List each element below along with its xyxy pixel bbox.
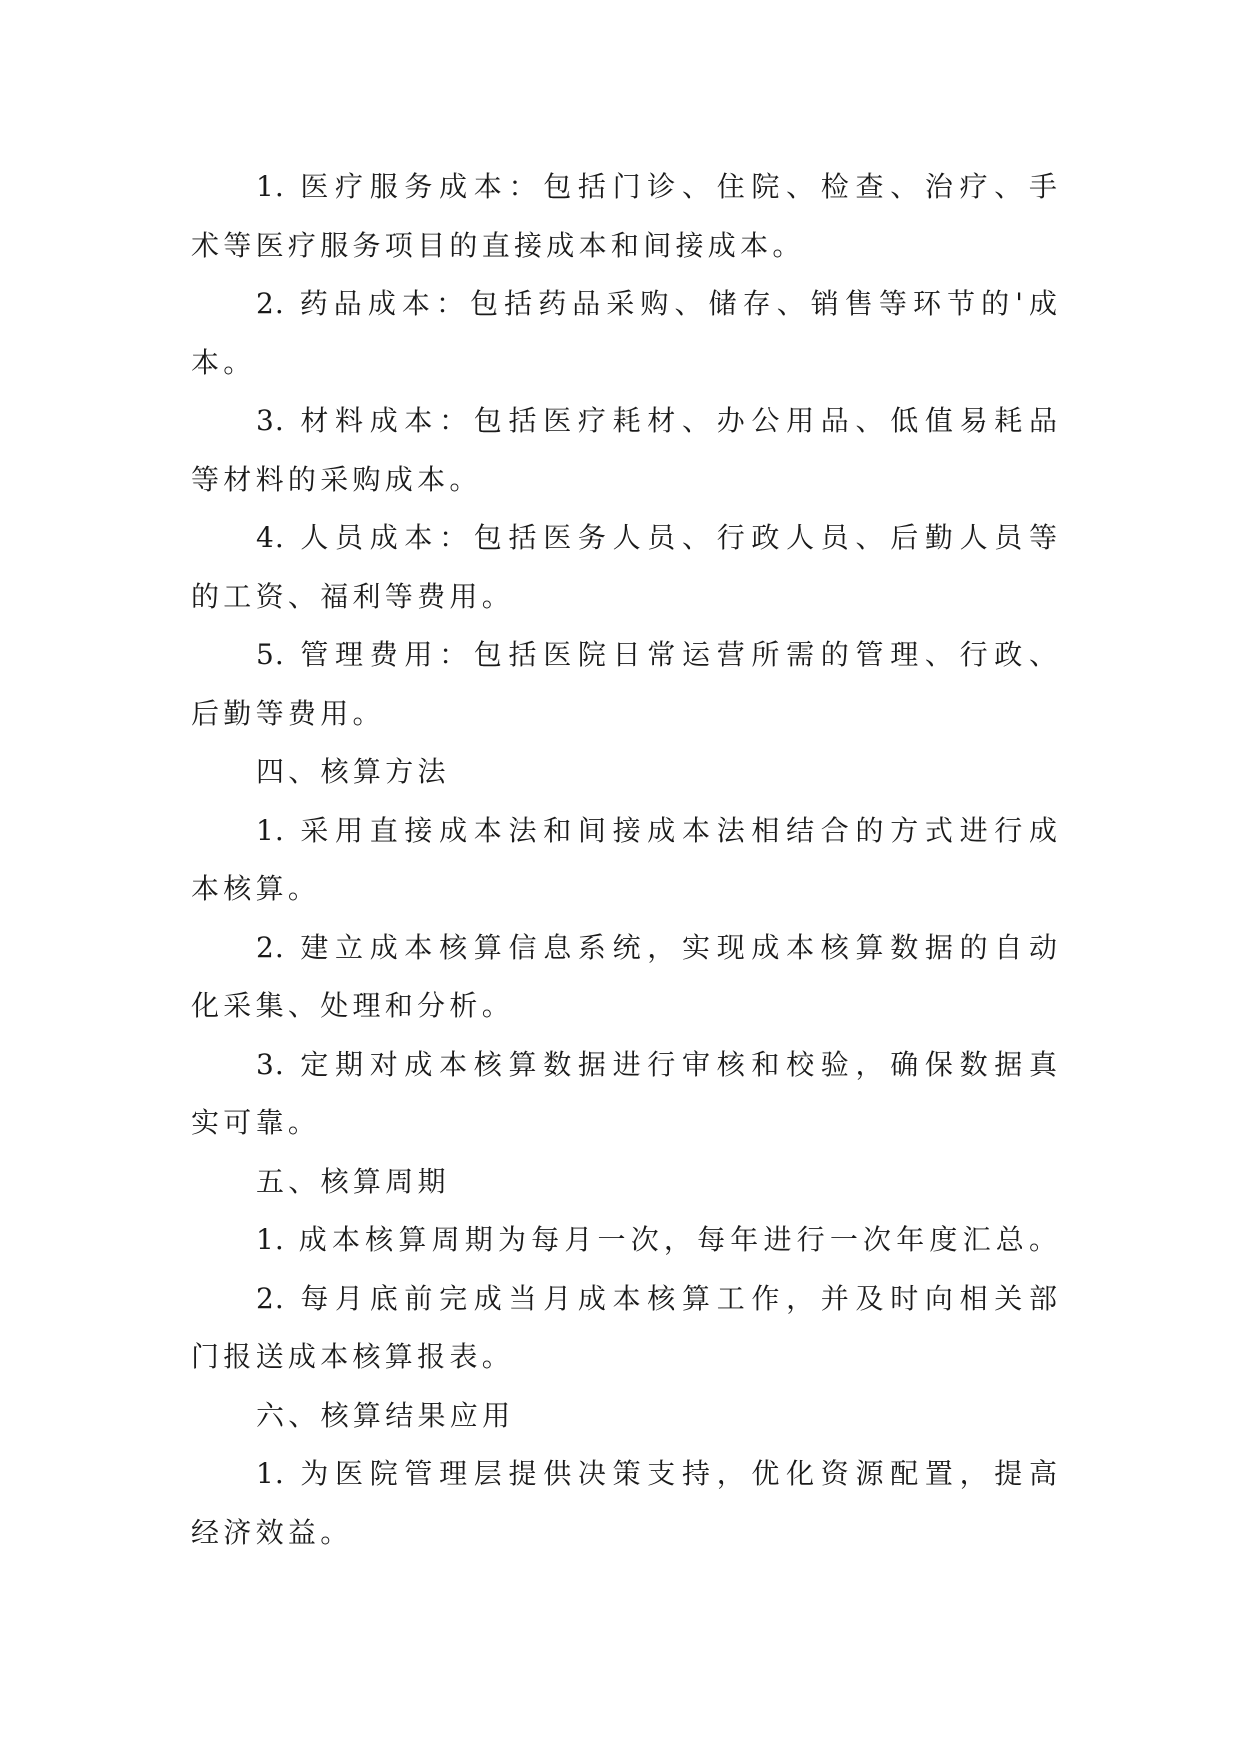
list-item-line: 门报送成本核算报表。 — [191, 1340, 515, 1373]
list-item — [191, 509, 1058, 626]
list-item-line: 的工资、福利等费用。 — [191, 579, 515, 613]
list-item-line: 2. 每月底前完成当月成本核算工作，并及时向相关部 — [256, 1281, 1058, 1315]
list-item — [191, 626, 1058, 743]
list-item — [191, 919, 1058, 1036]
list-item-line: 等材料的采购成本。 — [191, 462, 482, 496]
list-item — [191, 1270, 1058, 1387]
section-heading-text: 五、核算周期 — [256, 1164, 450, 1198]
list-item-line: 5. 管理费用：包括医院日常运营所需的管理、行政、 — [256, 638, 1058, 671]
list-item-line: 术等医疗服务项目的直接成本和间接成本。 — [191, 228, 805, 262]
section-heading — [191, 1153, 1058, 1212]
document-body — [191, 158, 1058, 1562]
list-item — [191, 275, 1058, 392]
list-item-line: 化采集、处理和分析。 — [191, 989, 515, 1022]
section-heading — [191, 1387, 1058, 1446]
list-item-line: 4. 人员成本：包括医务人员、行政人员、后勤人员等 — [256, 521, 1058, 554]
list-item-line: 2. 建立成本核算信息系统，实现成本核算数据的自动 — [256, 930, 1058, 964]
list-item-line: 3. 定期对成本核算数据进行审核和校验，确保数据真 — [256, 1047, 1058, 1081]
list-item-line: 2. 药品成本：包括药品采购、储存、销售等环节的'成 — [256, 287, 1058, 320]
list-item — [191, 1211, 1058, 1270]
list-item-line: 1. 成本核算周期为每月一次，每年进行一次年度汇总。 — [256, 1223, 1058, 1256]
section-heading-text: 六、核算结果应用 — [256, 1398, 515, 1432]
list-item-line: 1. 采用直接成本法和间接成本法相结合的方式进行成 — [256, 813, 1058, 847]
section-heading-text: 四、核算方法 — [256, 755, 450, 788]
list-item-line: 实可靠。 — [191, 1106, 321, 1139]
list-item — [191, 802, 1058, 919]
list-item-line: 后勤等费用。 — [191, 696, 385, 730]
list-item-line: 1. 为医院管理层提供决策支持，优化资源配置，提高 — [256, 1457, 1058, 1490]
list-item-line: 本。 — [191, 345, 256, 379]
section-heading — [191, 743, 1058, 802]
list-item-line: 本核算。 — [191, 872, 321, 905]
list-item — [191, 1036, 1058, 1153]
list-item — [191, 158, 1058, 275]
list-item-line: 1. 医疗服务成本：包括门诊、住院、检查、治疗、手 — [256, 170, 1058, 203]
list-item — [191, 1445, 1058, 1562]
list-item-line: 经济效益。 — [191, 1515, 353, 1549]
list-item-line: 3. 材料成本：包括医疗耗材、办公用品、低值易耗品 — [256, 404, 1058, 437]
list-item — [191, 392, 1058, 509]
